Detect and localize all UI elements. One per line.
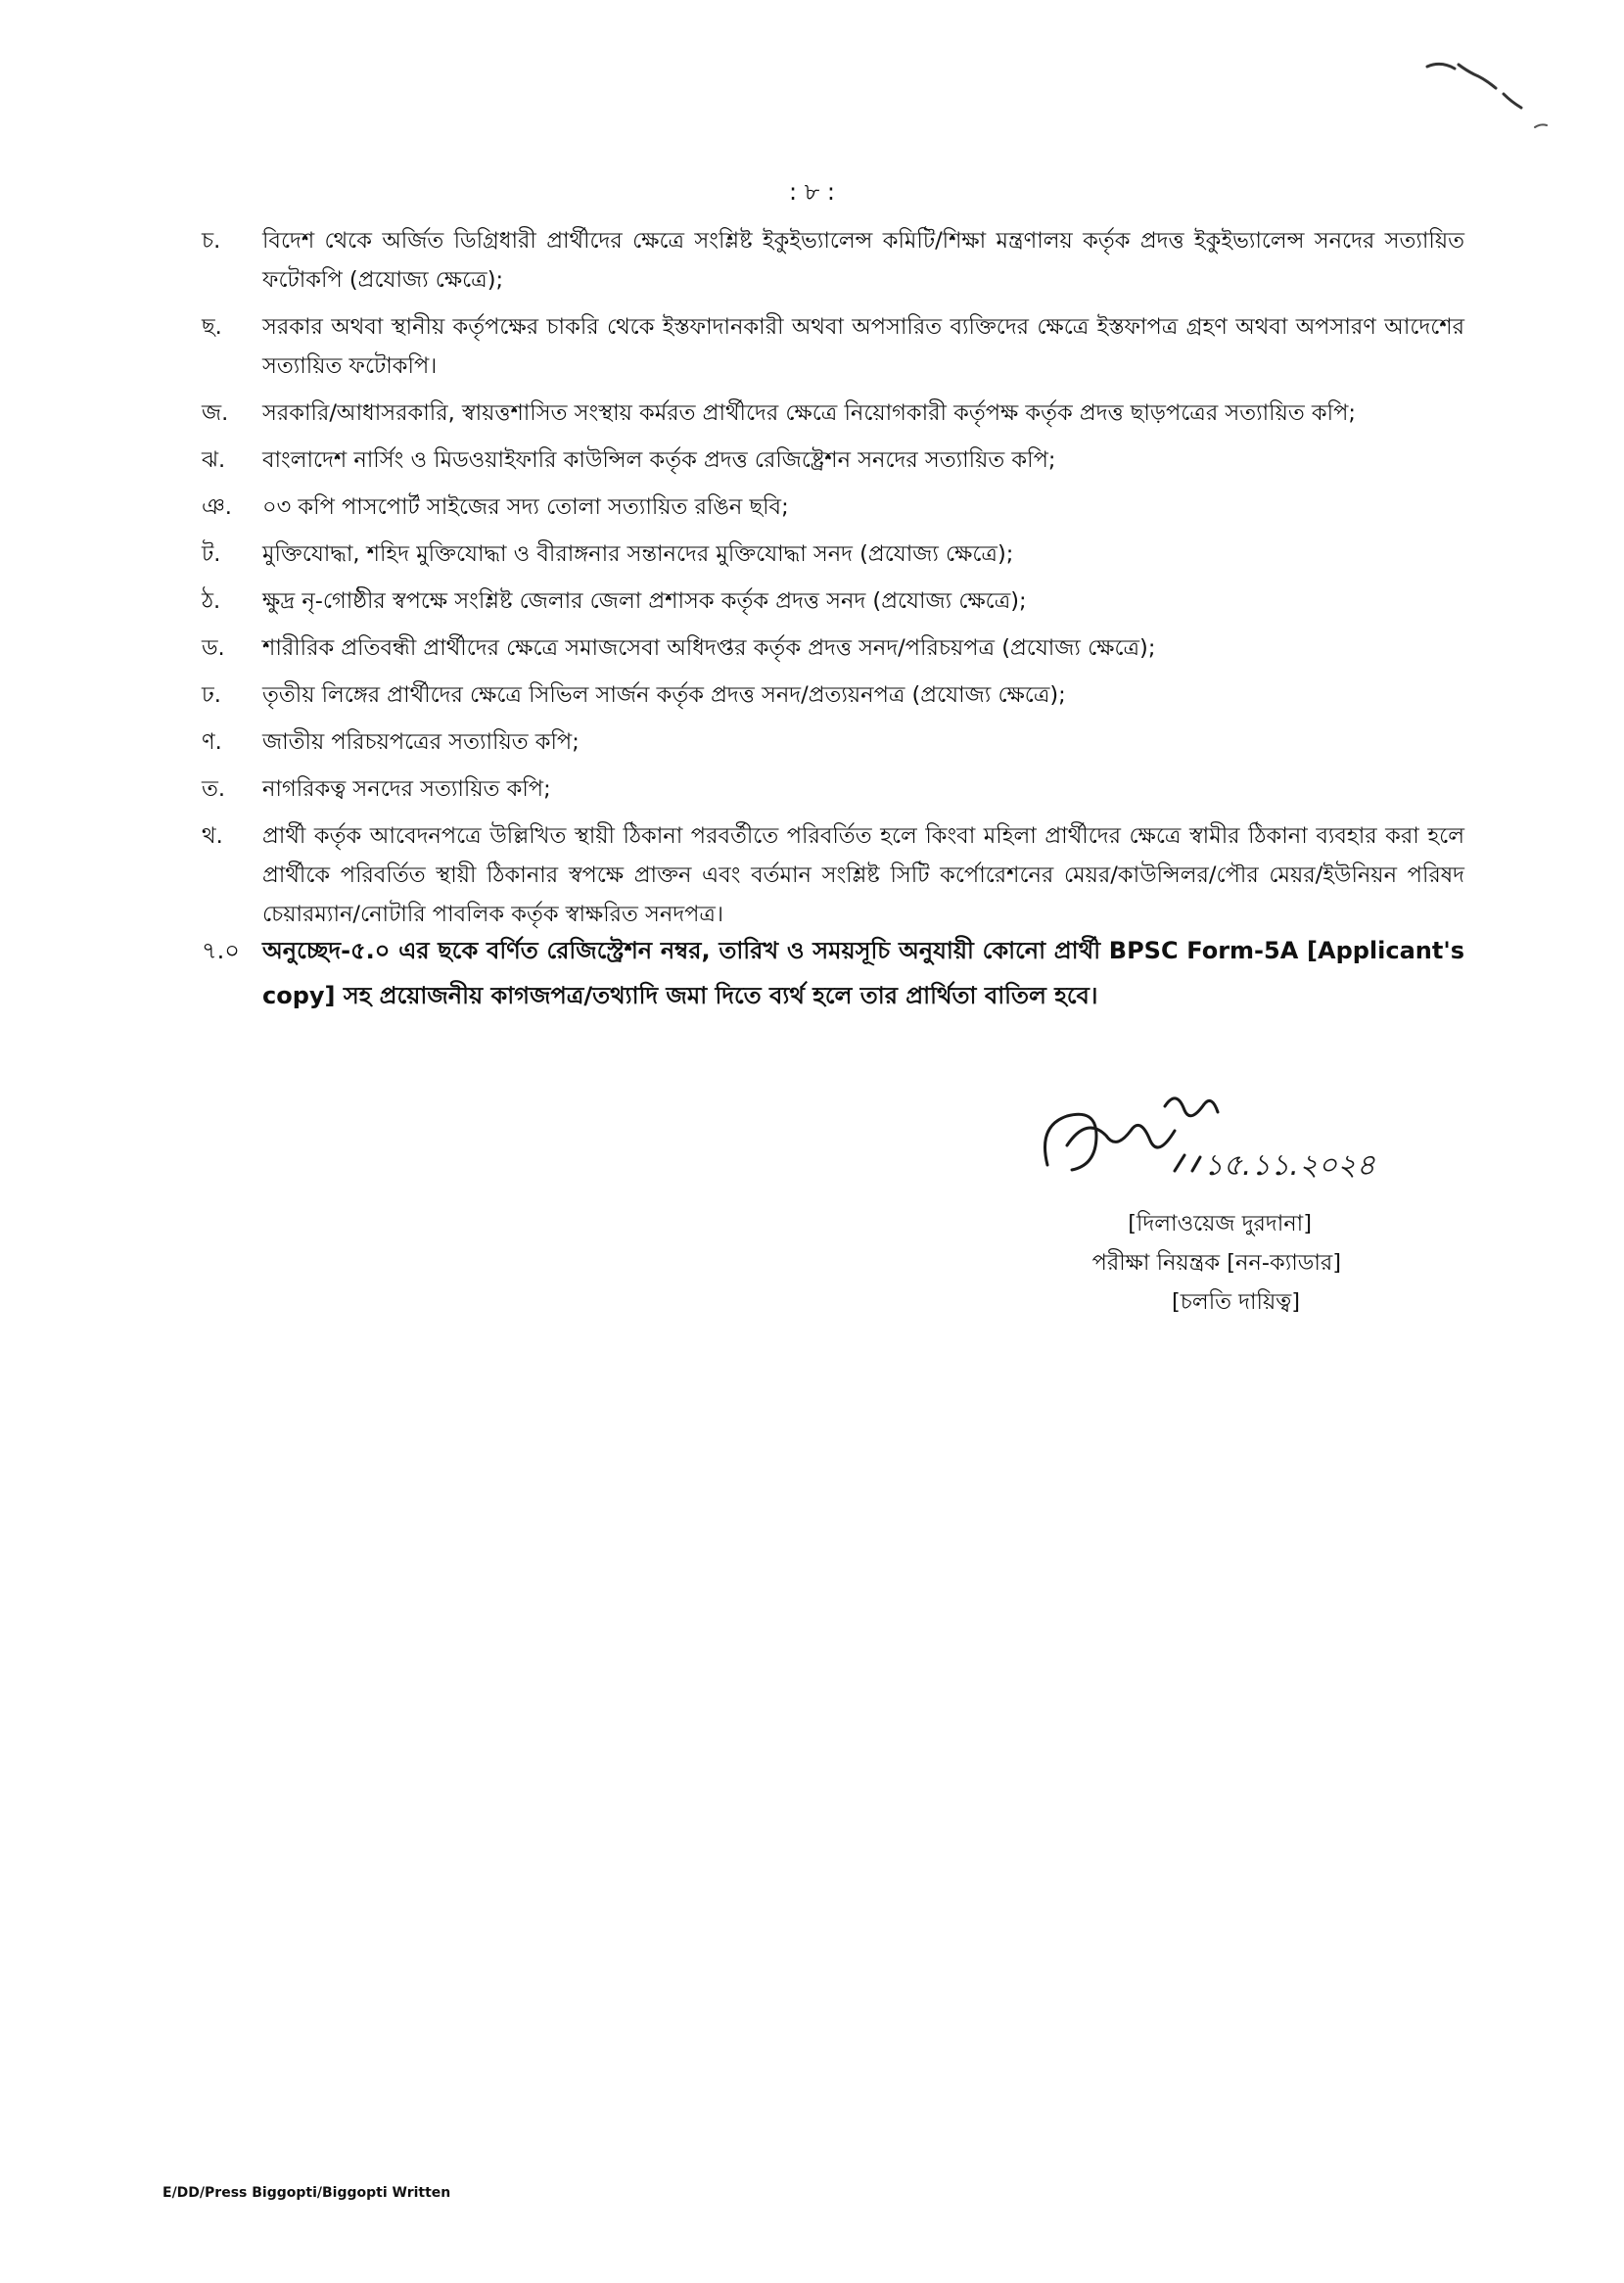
list-item-marker: থ. (202, 823, 223, 849)
list-item (202, 769, 1464, 809)
list-item (202, 722, 1464, 762)
list-item-text: শারীরিক প্রতিবন্ধী প্রার্থীদের ক্ষেত্রে সমাজসেবা অধিদপ্তর কর্তৃক প্রদত্ত সনদ/পরিচয়পত্র (প্রযোজ্য ক্ষেত্রে); (262, 635, 1156, 661)
list-item-marker: ঠ. (202, 588, 221, 614)
signatory-name: [দিলাওয়েজ দুরদানা] (1128, 1211, 1312, 1236)
list-item-text: জাতীয় পরিচয়পত্রের সত্যায়িত কপি; (262, 729, 580, 755)
list-item (202, 816, 1464, 934)
list-item-text: সরকার অথবা স্থানীয় কর্তৃপক্ষের চাকরি থেকে ইস্তফাদানকারী অথবা অপসারিত ব্যক্তিদের ক্ষেত্রে ইস্তফাপত্র গ্রহণ অথবা অপসারণ আদেশের সত্যায়িত ফটোকপি। (262, 314, 1465, 379)
list-item-text: তৃতীয় লিঙ্গের প্রার্থীদের ক্ষেত্রে সিভিল সার্জন কর্তৃক প্রদত্ত সনদ/প্রত্যয়নপত্র (প্রযোজ্য ক্ষেত্রে); (262, 682, 1066, 708)
list-item-marker: ট. (202, 541, 221, 567)
paragraph-7 (202, 928, 1464, 1018)
list-item-marker: ত. (202, 776, 226, 802)
list-item-marker: ছ. (202, 314, 222, 340)
signature-block (959, 1087, 1375, 1315)
list-item-marker: জ. (202, 400, 229, 426)
paragraph-text: অনুচ্ছেদ-৫.০ এর ছকে বর্ণিত রেজিস্ট্রেশন নম্বর, তারিখ ও সময়সূচি অনুযায়ী কোনো প্রার্থী BPSC Form-5A [Applicant's copy] সহ প্রয়োজনীয় কাগজপত্র/তথ্যাদি জমা দিতে ব্যর্থ হলে তার প্রার্থিতা বাতিল হবে। (262, 937, 1464, 1009)
list-item-text: ০৩ কপি পাসপোর্ট সাইজের সদ্য তোলা সত্যায়িত রঙিন ছবি; (262, 494, 789, 520)
list-item-text: সরকারি/আধাসরকারি, স্বায়ত্তশাসিত সংস্থায় কর্মরত প্রার্থীদের ক্ষেত্রে নিয়োগকারী কর্তৃপক্ষ কর্তৃক প্রদত্ত ছাড়পত্রের সত্যায়িত কপি; (262, 400, 1356, 426)
list-item-text: মুক্তিযোদ্ধা, শহিদ মুক্তিযোদ্ধা ও বীরাঙ্গনার সন্তানদের মুক্তিযোদ্ধা সনদ (প্রযোজ্য ক্ষেত্রে); (262, 541, 1014, 567)
handwritten-corner-mark (1419, 55, 1576, 143)
signature-date: ১৫.১১.২০২৪ (1204, 1148, 1375, 1183)
list-item (202, 394, 1464, 433)
page-number: : ৮ : (788, 178, 835, 206)
list-item-text: নাগরিকত্ব সনদের সত্যায়িত কপি; (262, 776, 551, 802)
list-item-text: প্রার্থী কর্তৃক আবেদনপত্রে উল্লিখিত স্থায়ী ঠিকানা পরবর্তীতে পরিবর্তিত হলে কিংবা মহিলা প্রার্থীদের ক্ষেত্রে স্বামীর ঠিকানা ব্যবহার করা হলে প্রার্থীকে পরিবর্তিত স্থায়ী ঠিকানার স্বপক্ষে প্রাক্তন এবং বর্তমান সংশ্লিষ্ট সিটি কর্পোরেশনের মেয়র/কাউন্সিলর/পৌর মেয়র/ইউনিয়ন পরিষদ চেয়ারম্যান/নোটারি পাবলিক কর্তৃক স্বাক্ষরিত সনদপত্র। (262, 823, 1464, 927)
list-item-marker: ঝ. (202, 447, 226, 473)
list-item (202, 488, 1464, 527)
handwritten-signature (1028, 1087, 1375, 1204)
list-item-marker: ড. (202, 635, 225, 661)
list-item-marker: চ. (202, 228, 221, 254)
list-item (202, 629, 1464, 668)
list-item (202, 582, 1464, 621)
list-item-text: বিদেশ থেকে অর্জিত ডিগ্রিধারী প্রার্থীদের ক্ষেত্রে সংশ্লিষ্ট ইকুইভ্যালেন্স কমিটি/শিক্ষা মন্ত্রণালয় কর্তৃক প্রদত্ত ইকুইভ্যালেন্স সনদের সত্যায়িত ফটোকপি (প্রযোজ্য ক্ষেত্রে); (262, 228, 1464, 293)
list-item (202, 307, 1464, 386)
list-item (202, 221, 1464, 300)
list-item-marker: ঢ. (202, 682, 221, 708)
list-item-text: ক্ষুদ্র নৃ-গোষ্ঠীর স্বপক্ষে সংশ্লিষ্ট জেলার জেলা প্রশাসক কর্তৃক প্রদত্ত সনদ (প্রযোজ্য ক্ষেত্রে); (262, 588, 1027, 614)
list-item (202, 676, 1464, 715)
list-item-marker: ঞ. (202, 494, 232, 520)
list-item-text: বাংলাদেশ নার্সিং ও মিডওয়াইফারি কাউন্সিল কর্তৃক প্রদত্ত রেজিষ্ট্রেশন সনদের সত্যায়িত কপি; (262, 447, 1056, 473)
document-checklist (202, 221, 1464, 942)
paragraph-number: ৭.০ (202, 937, 240, 964)
file-reference-footer: E/DD/Press Biggopti/Biggopti Written (162, 2185, 451, 2201)
signatory-designation: পরীক্ষা নিয়ন্ত্রক [নন-ক্যাডার] (1091, 1250, 1341, 1276)
list-item (202, 441, 1464, 480)
signatory-charge: [চলতি দায়িত্ব] (1172, 1289, 1300, 1315)
list-item (202, 535, 1464, 574)
list-item-marker: ণ. (202, 729, 222, 755)
